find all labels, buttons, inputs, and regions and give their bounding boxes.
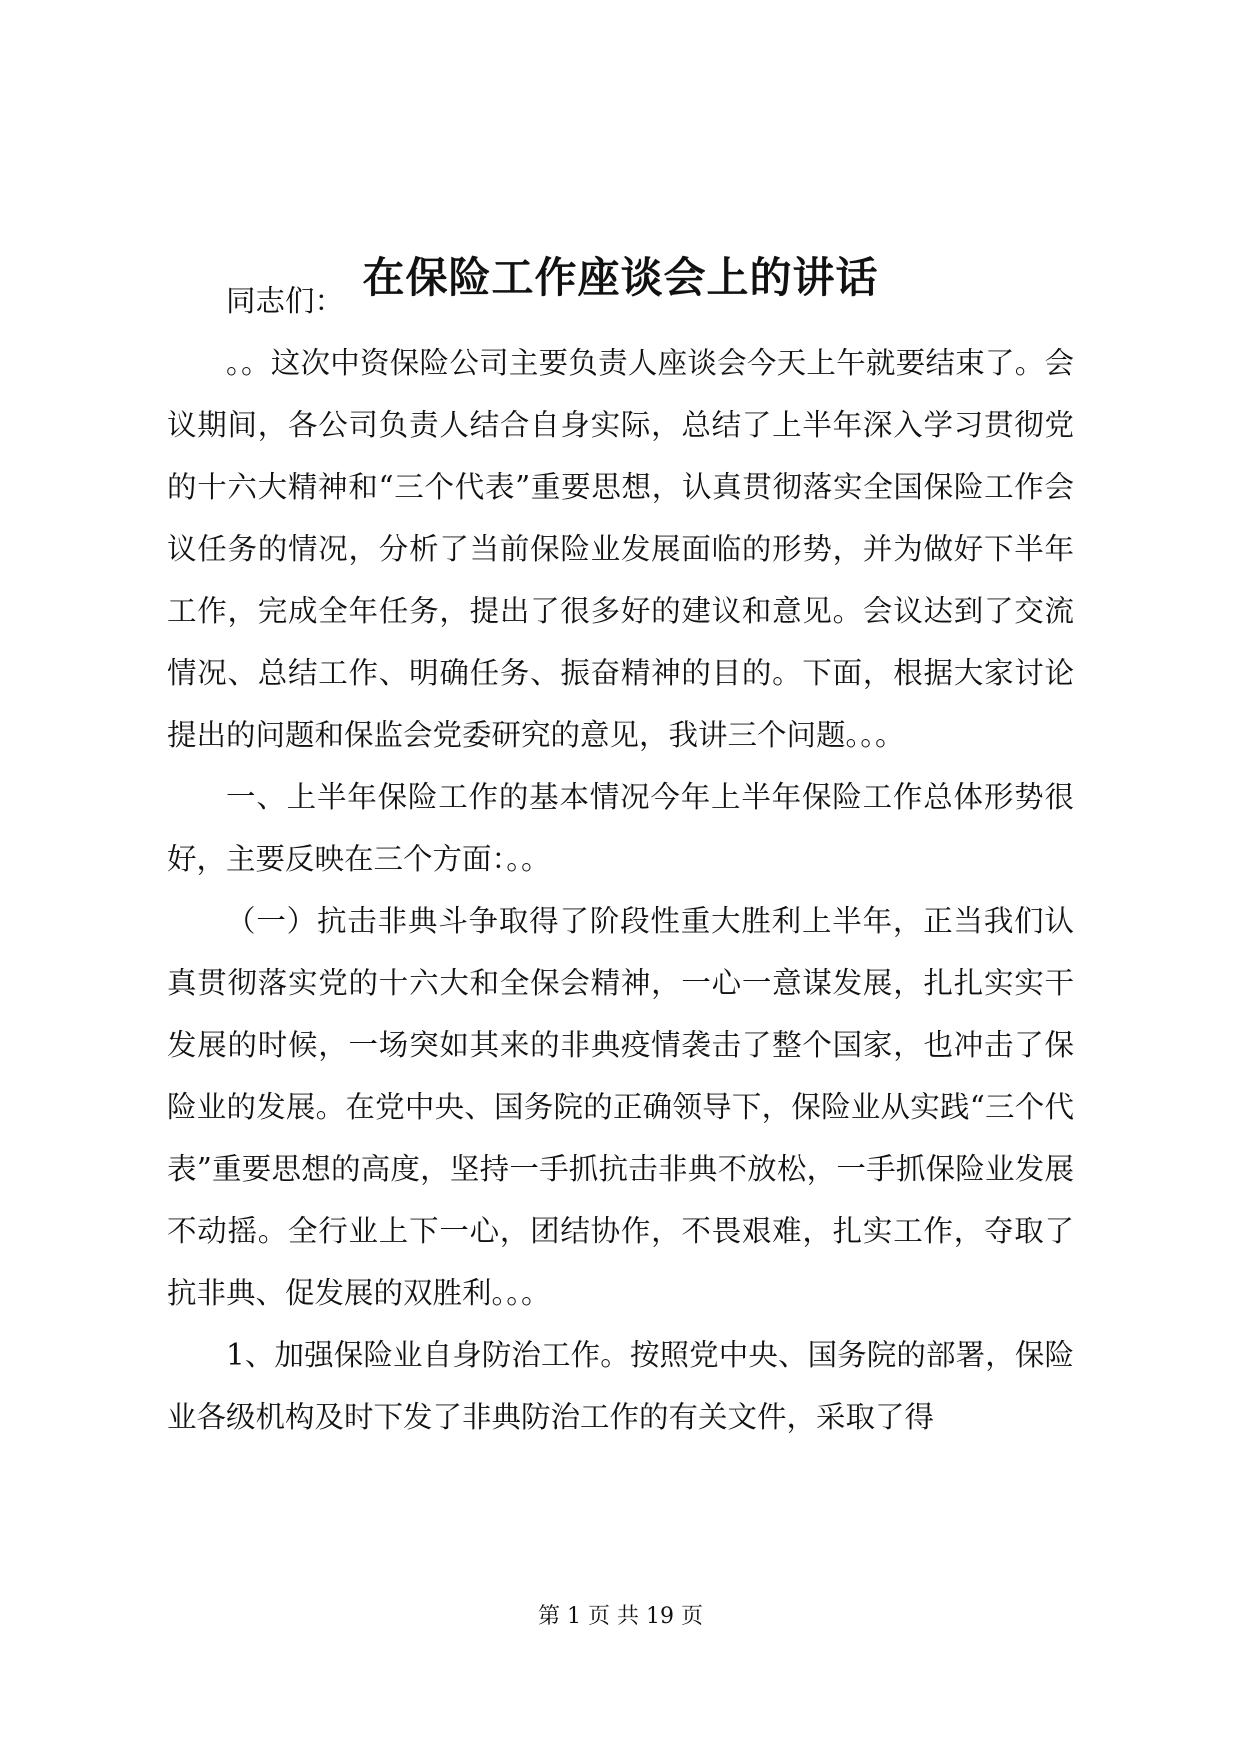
- body-paragraph: （一）抗击非典斗争取得了阶段性重大胜利上半年，正当我们认真贯彻落实党的十六大和全保会精神，一心一意谋发展，扎扎实实干发展的时候，一场突如其来的非典疫情袭击了整个国家，也冲击了保险业的发展。在党中央、国务院的正确领导下，保险业从实践“三个代表”重要思想的高度，坚持一手抓抗击非典不放松，一手抓保险业发展不动摇。全行业上下一心，团结协作，不畏艰难，扎实工作，夺取了抗非典、促发展的双胜利。。。: [167, 904, 1074, 1310]
- body-paragraph: 1、加强保险业自身防治工作。按照党中央、国务院的部署，保险业各级机构及时下发了非典防治工作的有关文件，采取了得: [167, 1338, 1074, 1434]
- body-paragraph: 一、上半年保险工作的基本情况今年上半年保险工作总体形势很好，主要反映在三个方面：。。: [167, 780, 1074, 876]
- page-title: 在保险工作座谈会上的讲话: [362, 253, 879, 303]
- page-footer: 第 1 页 共 19 页: [538, 1604, 703, 1629]
- body-paragraph: 。。这次中资保险公司主要负责人座谈会今天上午就要结束了。会议期间，各公司负责人结合自身实际，总结了上半年深入学习贯彻党的十六大精神和“三个代表”重要思想，认真贯彻落实全国保险工作会议任务的情况，分析了当前保险业发展面临的形势，并为做好下半年工作，完成全年任务，提出了很多好的建议和意见。会议达到了交流情况、总结工作、明确任务、振奋精神的目的。下面，根据大家讨论提出的问题和保监会党委研究的意见，我讲三个问题。。。: [167, 346, 1074, 752]
- document-body: [167, 270, 1074, 1448]
- salutation-paragraph: 同志们：: [226, 284, 345, 318]
